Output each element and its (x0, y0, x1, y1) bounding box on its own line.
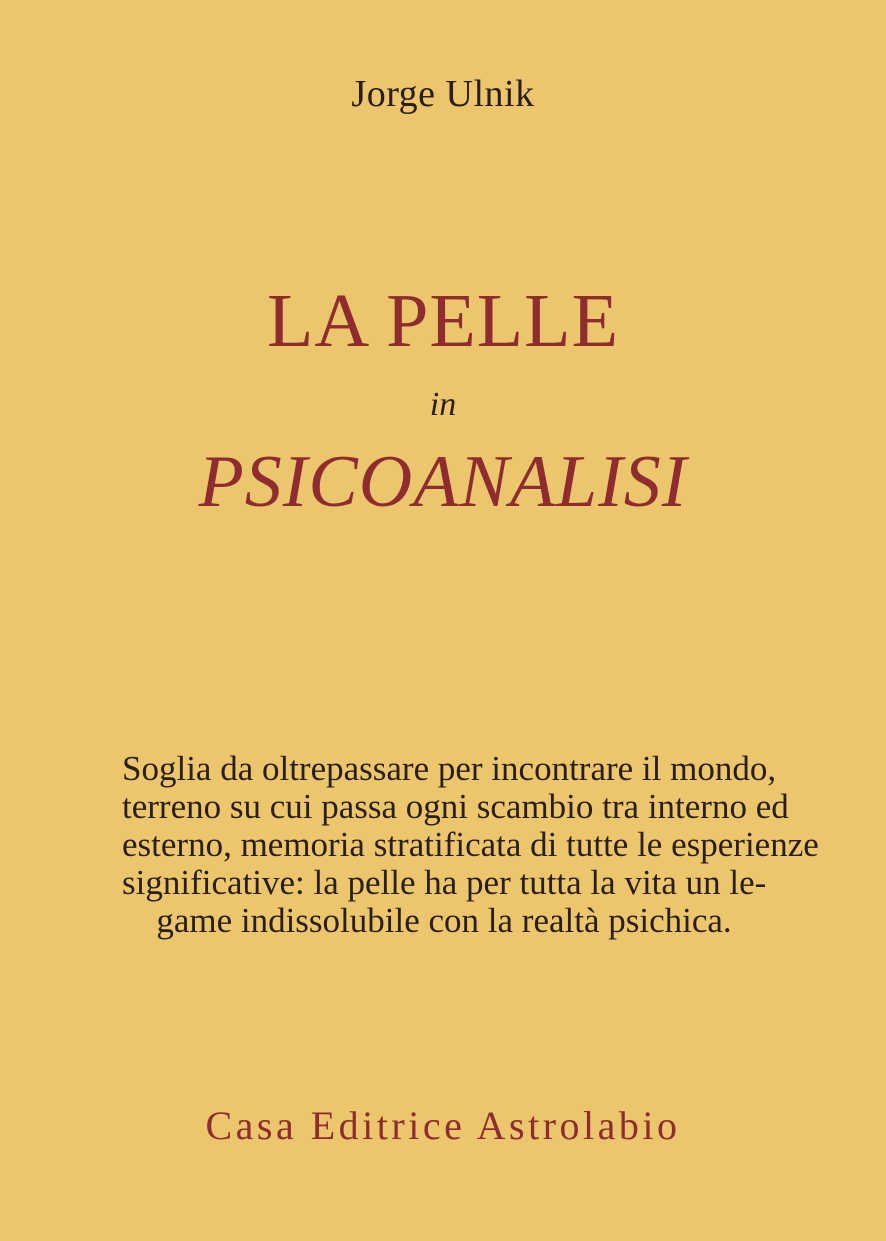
blurb-line: game indissolubile con la realtà psichica. (156, 901, 732, 940)
blurb-line: Soglia da oltrepassare per incontrare il mondo, (122, 749, 777, 788)
blurb-text (122, 749, 819, 940)
publisher-name: Casa Editrice Astrolabio (205, 1103, 681, 1148)
blurb-line: terreno su cui passa ogni scambio tra interno ed (122, 787, 789, 826)
blurb-line: esterno, memoria stratificata di tutte le esperienze (122, 825, 819, 864)
author-name: Jorge Ulnik (351, 73, 535, 115)
title-conjunction: in (429, 386, 457, 423)
title-subtitle: PSICOANALISI (198, 441, 688, 523)
blurb-line: significative: la pelle ha per tutta la vita un le- (122, 863, 767, 902)
title-main: LA PELLE (266, 279, 620, 363)
